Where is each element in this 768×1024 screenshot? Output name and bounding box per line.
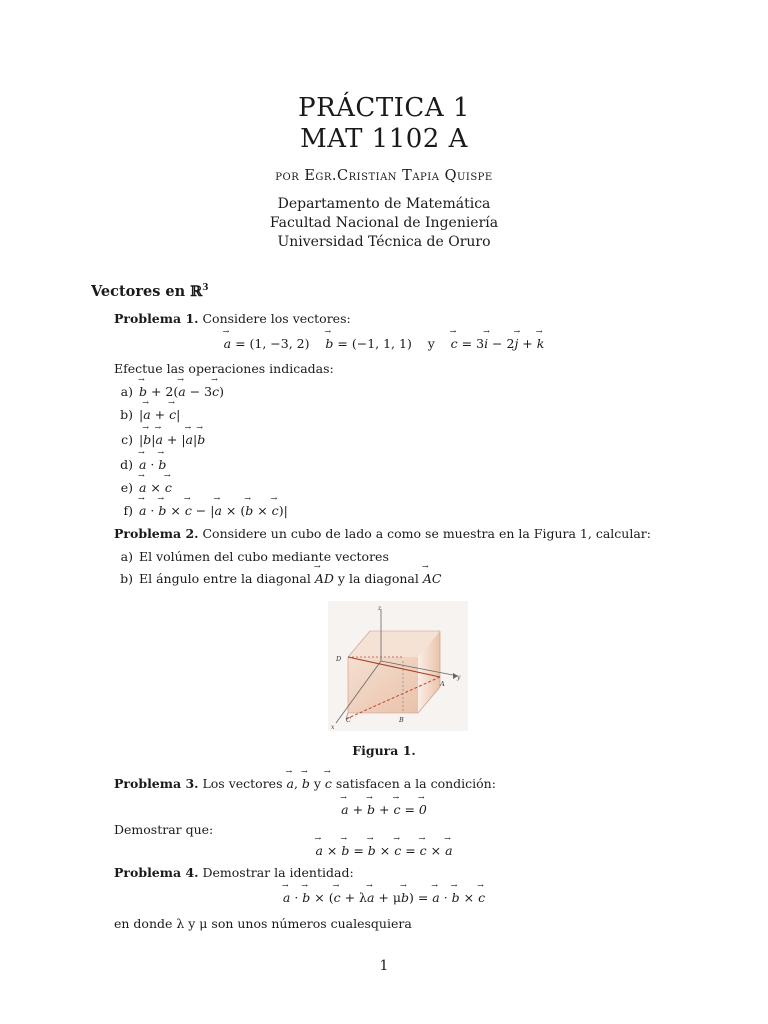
point-b-label: B — [399, 716, 404, 724]
point-a-label: A — [440, 680, 445, 688]
item-label: c) — [121, 432, 133, 447]
item-label: a) — [120, 384, 133, 399]
item-text: El ángulo entre la diagonal — [139, 571, 311, 586]
problem-4-identity: a → · b → × (c → + λa → + μb →) = a → · b → × c → — [0, 890, 768, 905]
problem-1-item-a: a) b → + 2(a → − 3c →) — [114, 384, 224, 399]
problem-4-label: Problema 4. — [114, 865, 199, 880]
problem-1-item-f: f) a → · b → × c → − |a → × (b → × c →)| — [114, 503, 288, 518]
point-d-label: D — [336, 655, 342, 663]
problem-2-label: Problema 2. — [114, 526, 199, 541]
problem-1-vectors: a → = (1, −3, 2) b → = (−1, 1, 1) y c → = 3i → − 2j → + k → — [0, 336, 768, 351]
item-label: e) — [120, 480, 133, 495]
title-line-1: PRÁCTICA 1 — [298, 93, 470, 123]
section-sup: 3 — [202, 283, 209, 294]
author: por Egr.Cristian Tapia Quispe — [275, 168, 493, 184]
figure-caption: Figura 1. — [352, 743, 416, 758]
item-label: b) — [120, 407, 133, 422]
item-label: d) — [120, 457, 133, 472]
problem-1-item-e: e) a → × c → — [114, 480, 172, 495]
problem-1-label: Problema 1. — [114, 311, 199, 326]
problem-2-item-b: b) El ángulo entre la diagonal AD → y la diagonal AC → — [114, 571, 441, 586]
cube-diagram — [328, 601, 468, 731]
cube-figure — [328, 601, 468, 731]
affiliation-3: Universidad Técnica de Oruro — [277, 234, 491, 250]
problem-2-item-a — [114, 549, 389, 564]
problem-1-after: Efectue las operaciones indicadas: — [114, 361, 334, 376]
item-text: El volúmen del cubo mediante vectores — [139, 549, 389, 564]
problem-2-text: Considere un cubo de lado a como se muestra en la Figura 1, calcular: — [202, 526, 651, 541]
problem-2-intro — [114, 526, 651, 541]
problem-3-text-end: satisfacen a la condición: — [335, 776, 496, 791]
problem-3-result: a → × b → = b → × c → = c → × a → — [0, 843, 768, 858]
affiliation-2: Facultad Nacional de Ingeniería — [269, 215, 499, 231]
problem-3-condition: a → + b → + c → = 0 → — [0, 802, 768, 817]
title-line-2: MAT 1102 A — [300, 124, 468, 154]
problem-3-show: Demostrar que: — [114, 822, 214, 837]
problem-1-intro — [114, 311, 351, 326]
page-number: 1 — [379, 958, 389, 974]
problem-1-item-b: b) |a → + c →| — [114, 407, 180, 422]
section-heading — [91, 283, 209, 300]
problem-3-text: Los vectores — [202, 776, 283, 791]
item-label: a) — [120, 549, 133, 564]
problem-3-intro: Problema 3. Los vectores a →, b → y c → satisfacen a la condición: — [114, 776, 496, 791]
section-title: Vectores en ℝ — [91, 283, 203, 300]
problem-1-item-c: c) |b →|a → + |a →|b → — [114, 432, 205, 447]
problem-1-text: Considere los vectores: — [202, 311, 351, 326]
item-text: y la diagonal — [337, 571, 419, 586]
axis-y-label: y — [457, 674, 461, 681]
affiliation-1: Departamento de Matemática — [277, 196, 491, 212]
axis-z-label: z — [378, 605, 382, 612]
point-c-label: C — [346, 716, 351, 724]
problem-4-text: Demostrar la identidad: — [202, 865, 354, 880]
item-label: b) — [120, 571, 133, 586]
problem-3-label: Problema 3. — [114, 776, 199, 791]
problem-4-after: en donde λ y μ son unos números cualesquiera — [114, 916, 412, 931]
item-label: f) — [123, 503, 133, 518]
problem-1-item-d: d) a → · b → — [114, 457, 166, 472]
axis-x-label: x — [331, 724, 335, 731]
problem-4-intro — [114, 865, 354, 880]
